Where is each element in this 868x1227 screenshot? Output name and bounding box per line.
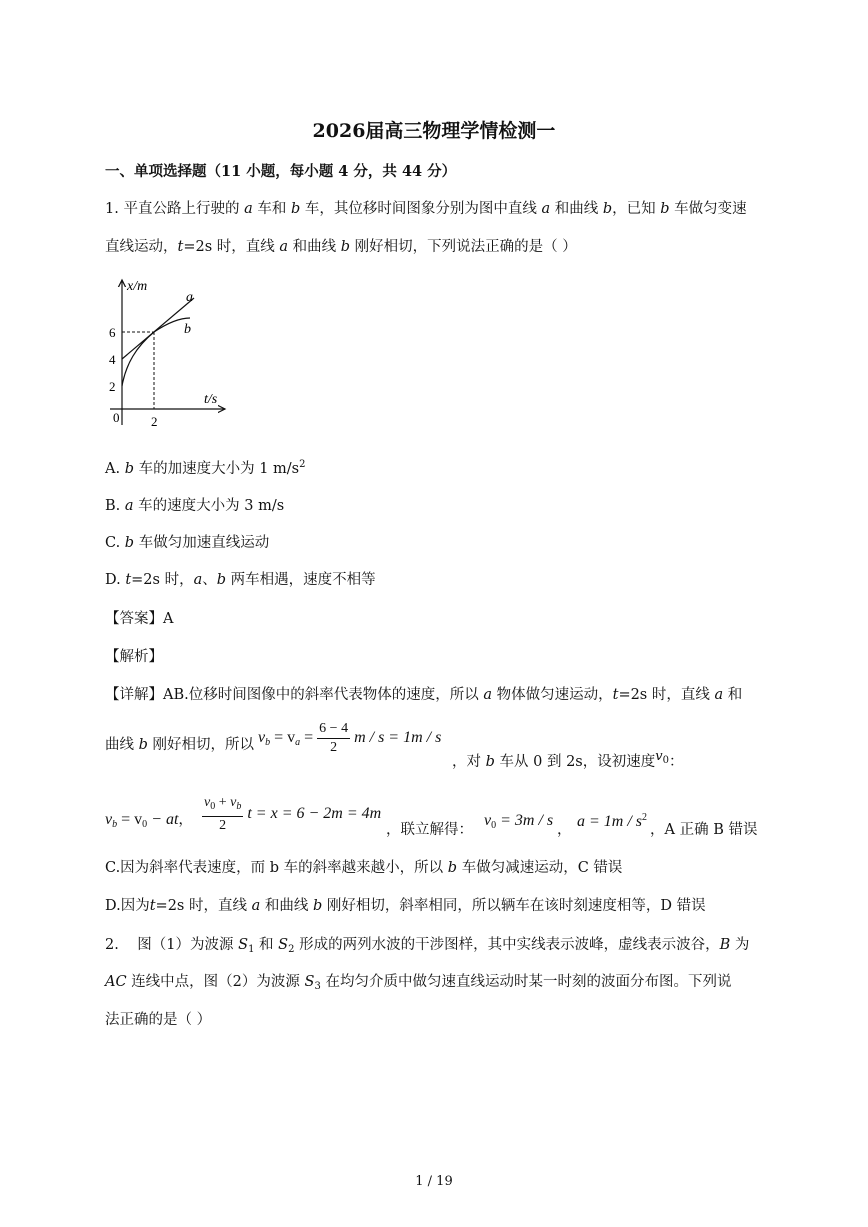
comma-2: ， (557, 822, 572, 838)
verdict-text: ，A 正确 B 错误 (650, 822, 758, 838)
y-tick-2: 2 (109, 379, 116, 394)
q1-xt-graph (100, 270, 240, 435)
option-d-explanation: D.因为t=2s 时，直线 a 和曲线 b 刚好相切，斜率相同，所以辆车在该时刻速度相等，D 错误 (105, 898, 706, 914)
q1-stem-line2: 直线运动，t=2s 时，直线 a 和曲线 b 刚好相切，下列说法正确的是（ ） (105, 239, 577, 255)
curve-b (122, 318, 190, 386)
option-c-explanation: C.因为斜率代表速度，而 b 车的斜率越来越小，所以 b 车做匀减速运动，C 错误 (105, 860, 623, 876)
label-a: a (186, 290, 193, 305)
detail-line1: 【详解】AB.位移时间图像中的斜率代表物体的速度，所以 a 物体做匀速运动，t=2s 时，直线 a 和 (105, 687, 743, 703)
q2-stem-line3: 法正确的是（ ） (105, 1012, 212, 1028)
q1-stem-line1: 1. 平直公路上行驶的 a 车和 b 车，其位移时间图象分别为图中直线 a 和曲线 b，已知 b 车做匀变速 (105, 201, 747, 217)
option-a[interactable]: A. b 车的加速度大小为 1 $m/s^2$ (105, 459, 306, 477)
answer-line: 【答案】A (105, 611, 174, 627)
analysis-heading: 【解析】 (105, 649, 163, 665)
formula-v0: $v_0 = 3m / s$ (484, 812, 554, 831)
page-title: 2026届高三物理学情检测一 (312, 120, 556, 142)
option-c[interactable]: C. b 车做匀加速直线运动 (105, 535, 270, 551)
option-b[interactable]: B. a 车的速度大小为 3 m/s (105, 498, 285, 514)
formula-vb-va: $v_b = v_a$ = $\frac{6 - 4}{2}$ m / s = 1m / s (258, 721, 442, 755)
formula-vb-v0-at: $v_b = v_0$ − at， (105, 811, 193, 830)
y-tick-6: 6 (109, 325, 116, 340)
y-tick-4: 4 (109, 352, 116, 367)
formula-a: $a = 1m / s^2$ (577, 812, 648, 830)
q2-stem-line1: 2. 图（1）为波源 $S_1$ 和 $S_2$ 形成的两列水波的干涉图样，其中实线表示波峰，虚线表示波谷，B 为 (105, 937, 750, 955)
detail-line2: 曲线 b 刚好相切，所以 (105, 737, 255, 753)
origin-label: 0 (113, 410, 120, 425)
page-number: 1 / 19 (415, 1174, 453, 1189)
q2-stem-line2: AC 连线中点，图（2）为波源 $S_3$ 在均匀介质中做匀速直线运动时某一时刻的波面分布图。下列说 (105, 974, 732, 992)
solve-text: ，联立解得： (386, 822, 473, 838)
formula-average-velocity: $\frac{v_0 + v_b}{2}$ t = x = 6 − 2m = 4m (204, 795, 382, 833)
section-heading: 一、单项选择题（11 小题，每小题 4 分，共 44 分） (105, 163, 457, 180)
y-axis-label: x/m (127, 279, 148, 294)
x-tick-2: 2 (151, 414, 158, 429)
label-b: b (184, 322, 191, 337)
x-axis-label: t/s (204, 392, 218, 407)
option-d[interactable]: D. t=2s 时，a、b 两车相遇，速度不相等 (105, 572, 376, 588)
detail-line2-tail: ，对 b 车从 0 到 2s，设初速度$v_0$： (452, 749, 684, 770)
